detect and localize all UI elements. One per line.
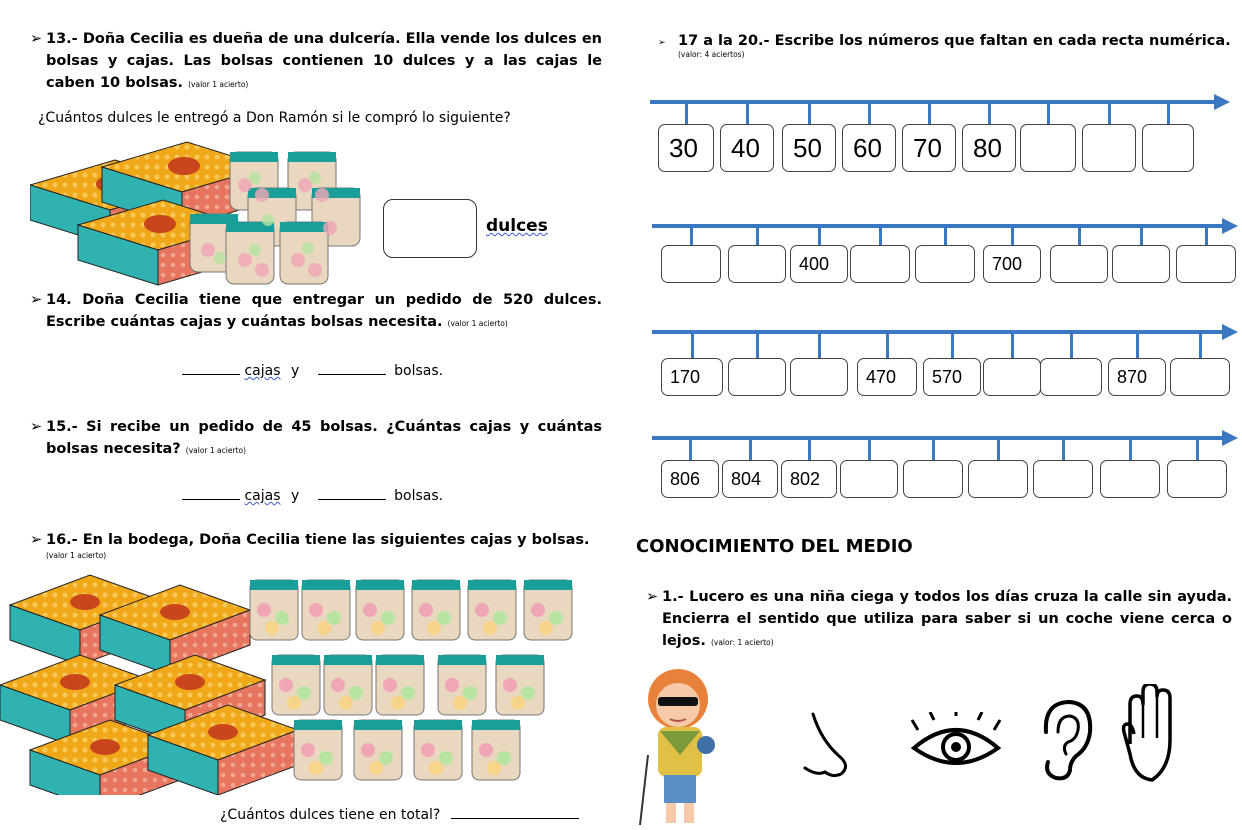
question-16: ➢ 16.- En la bodega, Doña Cecilia tiene las siguientes cajas y bolsas. bbox=[46, 529, 602, 551]
number-box-text: 30 bbox=[669, 132, 698, 163]
number-line-tick bbox=[928, 102, 931, 124]
number-line-tick bbox=[868, 102, 871, 124]
number-box-value bbox=[962, 124, 1016, 172]
bullet-arrow-icon: ➢ bbox=[30, 31, 43, 47]
cajas-blank[interactable] bbox=[182, 360, 240, 375]
number-line-tick bbox=[988, 102, 991, 124]
arrow-head-icon bbox=[1222, 324, 1238, 340]
number-box-text: 700 bbox=[992, 253, 1023, 274]
bullet-arrow-icon: ➢ bbox=[30, 532, 43, 548]
q13-candy-image bbox=[30, 140, 370, 290]
number-line-tick bbox=[1167, 102, 1170, 124]
number-box-empty[interactable] bbox=[1050, 245, 1108, 283]
number-line-tick bbox=[886, 332, 889, 358]
number-line-tick bbox=[1078, 226, 1081, 245]
number-box-empty[interactable] bbox=[903, 460, 963, 498]
nose-icon[interactable] bbox=[795, 710, 865, 782]
answer-box-dulces[interactable] bbox=[383, 199, 477, 258]
number-box-value bbox=[1108, 358, 1166, 396]
number-line-tick bbox=[1205, 226, 1208, 245]
number-line-tick bbox=[951, 332, 954, 358]
number-line-tick bbox=[1070, 332, 1073, 358]
blind-girl-illustration bbox=[636, 665, 722, 827]
question-13: ➢ 13.- Doña Cecilia es dueña de una dulcería. Ella vende los dulces en bolsas y cajas. Las bolsas contienen 10 dulces y a las cajas le caben 10 bolsas. (valor 1 acierto) bbox=[46, 28, 602, 96]
q15-answer-line: cajas y bolsas. bbox=[182, 485, 443, 504]
arrow-head-icon bbox=[1222, 218, 1238, 234]
number-box-value bbox=[661, 358, 723, 396]
number-line-axis bbox=[652, 224, 1222, 228]
number-box-empty[interactable] bbox=[1176, 245, 1236, 283]
candy-boxes-and-bags-illustration bbox=[30, 140, 370, 290]
bolsas-blank[interactable] bbox=[318, 360, 386, 375]
number-box-empty[interactable] bbox=[728, 358, 786, 396]
number-box-empty[interactable] bbox=[1170, 358, 1230, 396]
number-line-tick bbox=[1011, 226, 1014, 245]
number-box-value bbox=[902, 124, 956, 172]
q16-total-line: ¿Cuántos dulces tiene en total? bbox=[220, 804, 579, 823]
number-line-tick bbox=[997, 438, 1000, 460]
number-box-empty[interactable] bbox=[1167, 460, 1227, 498]
number-line-tick bbox=[879, 226, 882, 245]
number-line-tick bbox=[749, 438, 752, 460]
number-box-value bbox=[720, 124, 774, 172]
number-box-empty[interactable] bbox=[661, 245, 721, 283]
number-box-value bbox=[983, 245, 1041, 283]
number-box-text: 170 bbox=[670, 366, 701, 387]
number-line-tick bbox=[1062, 438, 1065, 460]
number-line-tick bbox=[944, 226, 947, 245]
bullet-arrow-icon: ➢ bbox=[30, 292, 43, 308]
bullet-arrow-icon: ➢ bbox=[30, 419, 43, 435]
number-line-tick bbox=[808, 438, 811, 460]
eye-icon[interactable] bbox=[908, 712, 1004, 778]
number-box-value bbox=[661, 460, 719, 498]
number-box-empty[interactable] bbox=[1100, 460, 1160, 498]
question-17-value: (valor: 4 aciertos) bbox=[678, 50, 745, 59]
question-16-value: (valor 1 acierto) bbox=[46, 551, 107, 560]
dulces-label: dulces bbox=[486, 216, 548, 236]
section-title: CONOCIMIENTO DEL MEDIO bbox=[636, 536, 913, 557]
number-box-value bbox=[923, 358, 981, 396]
number-line-tick bbox=[756, 332, 759, 358]
number-line-tick bbox=[818, 332, 821, 358]
number-box-text: 870 bbox=[1117, 366, 1148, 387]
number-line-tick bbox=[932, 438, 935, 460]
warehouse-boxes-and-bags-illustration bbox=[0, 570, 580, 795]
number-box-value bbox=[857, 358, 917, 396]
number-box-empty[interactable] bbox=[1040, 358, 1102, 396]
medio-question-1: ➢ 1.- Lucero es una niña ciega y todos los días cruza la calle sin ayuda. Encierra el sentido que utiliza para saber si un coche viene cerca o lejos. (valor: 1 acierto) bbox=[662, 586, 1232, 654]
number-box-text: 80 bbox=[973, 132, 1002, 163]
ear-icon[interactable] bbox=[1032, 696, 1096, 782]
number-line-tick bbox=[691, 332, 694, 358]
number-line-tick bbox=[1196, 438, 1199, 460]
cajas-blank[interactable] bbox=[182, 485, 240, 500]
number-box-empty[interactable] bbox=[983, 358, 1041, 396]
question-14: ➢ 14. Doña Cecilia tiene que entregar un pedido de 520 dulces. Escribe cuántas cajas y cuántas bolsas necesita. (valor 1 acierto) bbox=[46, 289, 602, 335]
number-box-empty[interactable] bbox=[728, 245, 786, 283]
number-box-empty[interactable] bbox=[968, 460, 1028, 498]
q14-answer-line: cajas y bolsas. bbox=[182, 360, 443, 379]
number-box-text: 50 bbox=[793, 132, 822, 163]
number-line-tick bbox=[1011, 332, 1014, 358]
number-box-empty[interactable] bbox=[1142, 124, 1194, 172]
number-box-text: 804 bbox=[731, 468, 762, 489]
question-13-prompt: ¿Cuántos dulces le entregó a Don Ramón si le compró lo siguiente? bbox=[38, 110, 511, 126]
question-17-20: ➢ 17 a la 20.- Escribe los números que faltan en cada recta numérica. bbox=[678, 30, 1238, 52]
number-box-value bbox=[790, 245, 848, 283]
number-box-text: 570 bbox=[932, 366, 963, 387]
number-line-axis bbox=[650, 100, 1214, 104]
number-box-value bbox=[782, 124, 836, 172]
hand-icon[interactable] bbox=[1120, 684, 1180, 784]
number-box-empty[interactable] bbox=[1082, 124, 1136, 172]
number-box-value bbox=[658, 124, 714, 172]
number-line-tick bbox=[689, 438, 692, 460]
number-box-empty[interactable] bbox=[1112, 245, 1170, 283]
number-line-axis bbox=[652, 436, 1222, 440]
bullet-arrow-icon: ➢ bbox=[646, 589, 659, 605]
number-box-value bbox=[842, 124, 896, 172]
number-line-tick bbox=[746, 102, 749, 124]
number-box-empty[interactable] bbox=[790, 358, 848, 396]
arrow-head-icon bbox=[1222, 430, 1238, 446]
number-box-text: 40 bbox=[731, 132, 760, 163]
number-box-value bbox=[722, 460, 778, 498]
number-box-empty[interactable] bbox=[1033, 460, 1093, 498]
number-box-empty[interactable] bbox=[915, 245, 975, 283]
number-line-tick bbox=[756, 226, 759, 245]
number-box-text: 806 bbox=[670, 468, 701, 489]
number-box-text: 60 bbox=[853, 132, 882, 163]
total-blank[interactable] bbox=[451, 804, 579, 819]
question-15: ➢ 15.- Si recibe un pedido de 45 bolsas. ¿Cuántas cajas y cuántas bolsas necesita? (valor 1 acierto) bbox=[46, 416, 602, 462]
number-line-tick bbox=[685, 102, 688, 124]
number-box-text: 802 bbox=[790, 468, 821, 489]
number-line-tick bbox=[868, 438, 871, 460]
number-line-tick bbox=[1047, 102, 1050, 124]
number-box-text: 470 bbox=[866, 366, 897, 387]
number-box-text: 70 bbox=[913, 132, 942, 163]
bullet-arrow-icon: ➢ bbox=[658, 38, 666, 48]
number-box-empty[interactable] bbox=[840, 460, 898, 498]
number-line-tick bbox=[1136, 332, 1139, 358]
number-line-tick bbox=[818, 226, 821, 245]
q16-candy-image bbox=[0, 570, 580, 795]
number-line-tick bbox=[1129, 438, 1132, 460]
number-line-tick bbox=[1108, 102, 1111, 124]
number-line-tick bbox=[1140, 226, 1143, 245]
number-box-value bbox=[781, 460, 837, 498]
number-box-empty[interactable] bbox=[1020, 124, 1076, 172]
arrow-head-icon bbox=[1214, 94, 1230, 110]
number-box-empty[interactable] bbox=[850, 245, 910, 283]
bolsas-blank[interactable] bbox=[318, 485, 386, 500]
number-line-tick bbox=[690, 226, 693, 245]
number-line-tick bbox=[808, 102, 811, 124]
number-line-tick bbox=[1199, 332, 1202, 358]
number-box-text: 400 bbox=[799, 253, 830, 274]
